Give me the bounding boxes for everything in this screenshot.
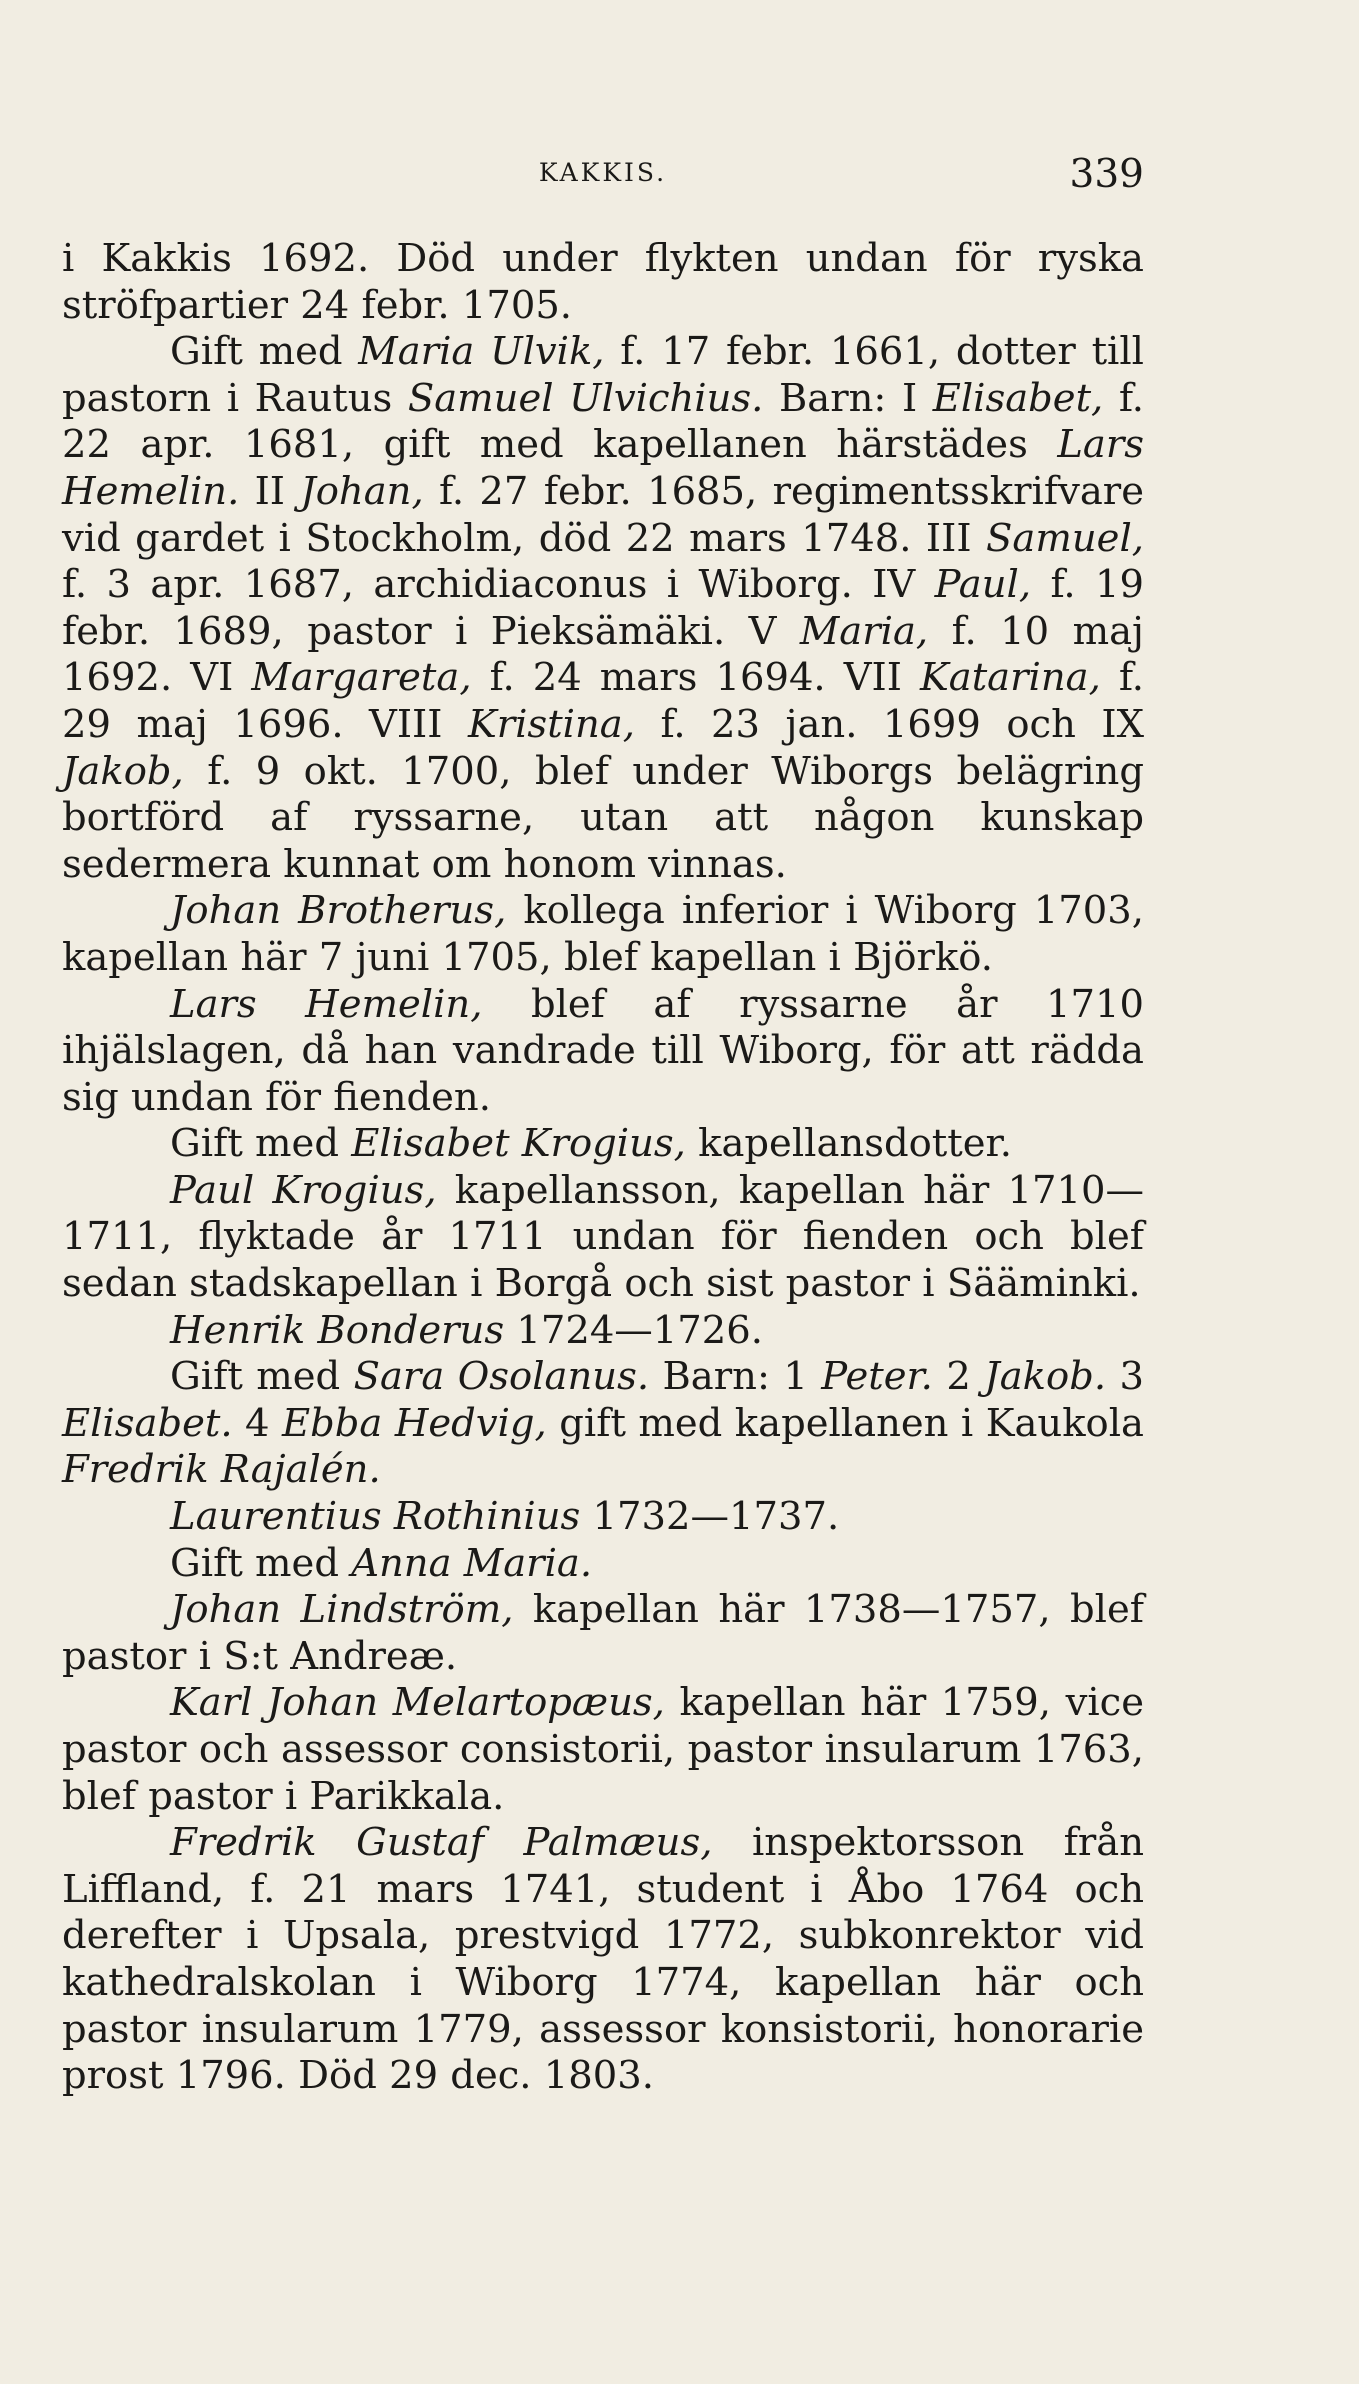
italic-name: Jakob. <box>984 1354 1107 1400</box>
text-run: Gift med <box>170 1540 352 1586</box>
text-run: 3 <box>1106 1354 1145 1400</box>
text-run: II <box>239 468 301 514</box>
italic-name: Samuel Ulvichius. <box>407 375 764 421</box>
italic-name: Elisabet. <box>62 1400 233 1446</box>
text-run: Barn: 1 <box>649 1354 822 1400</box>
italic-name: Sara Osolanus. <box>353 1354 650 1400</box>
paragraph <box>62 329 1144 888</box>
italic-name: Fredrik Rajalén. <box>62 1447 381 1493</box>
paragraph <box>62 1820 1144 2100</box>
body-text <box>62 236 1144 2100</box>
italic-name: Katarina, <box>919 655 1101 701</box>
italic-name: Johan, <box>300 468 424 514</box>
text-run: 2 <box>932 1354 985 1400</box>
text-run: i Kakkis 1692. Död under flykten undan för ryska ströfpartier 24 febr. 1705. <box>62 236 1144 328</box>
paragraph <box>62 1168 1144 1308</box>
italic-name: Johan Brotherus, <box>170 888 507 934</box>
italic-name: Elisabet, <box>932 375 1104 421</box>
paragraph <box>62 1354 1144 1494</box>
paragraph <box>62 1541 1144 1588</box>
text-run: Gift med <box>170 1354 354 1400</box>
italic-name: Lars Hemelin, <box>170 981 483 1027</box>
running-head <box>62 150 1144 200</box>
text-run: Barn: I <box>763 375 933 421</box>
text-run: f. 23 jan. 1699 och IX <box>634 701 1144 747</box>
text-run: 1732—1737. <box>580 1494 840 1540</box>
italic-name: Paul, <box>934 562 1032 608</box>
text-run: kollega inferior i Wiborg 1703, kapellan här 7 juni 1705, blef kapellan i Björkö. <box>62 888 1144 980</box>
italic-name: Karl Johan Melartopæus, <box>170 1680 665 1726</box>
text-run: blef af ryssarne år 1710 ihjälslagen, då han vandrade till Wiborg, för att rädda sig undan för fienden. <box>62 981 1144 1120</box>
text-run: kapellan här 1759, vice pastor och assessor consistorii, pastor insularum 1763, blef pastor i Parikkala. <box>62 1680 1144 1819</box>
italic-name: Margareta, <box>251 655 472 701</box>
italic-name: Samuel, <box>986 515 1144 561</box>
paragraph <box>62 1308 1144 1355</box>
text-run: kapellan här 1738—1757, blef pastor i S:t Andreæ. <box>62 1587 1144 1679</box>
italic-name: Fredrik Gustaf Palmæus, <box>170 1820 713 1866</box>
text-run: 1724—1726. <box>504 1307 764 1353</box>
italic-name: Anna Maria. <box>351 1540 593 1586</box>
italic-name: Peter. <box>821 1354 933 1400</box>
paragraph <box>62 236 1144 329</box>
text-run: 4 <box>232 1400 283 1446</box>
text-run: f. 24 mars 1694. VII <box>471 655 920 701</box>
italic-name: Henrik Bonderus <box>170 1307 505 1353</box>
text-run: f. 22 apr. 1681, gift med kapellanen härstädes <box>62 375 1144 468</box>
text-run: f. 9 okt. 1700, blef under Wiborgs belägring bortförd af ryssarne, utan att någon kunskap sedermera kunnat om honom vinnas. <box>62 748 1144 887</box>
text-run: kapellansson, kapellan här 1710—1711, flyktade år 1711 undan för fienden och blef sedan stadskapellan i Borgå och sist pastor i Sääminki. <box>62 1167 1144 1307</box>
italic-name: Johan Lindström, <box>170 1587 514 1633</box>
text-run: kapellansdotter. <box>685 1121 1012 1167</box>
text-run: f. 17 febr. 1661, dotter till pastorn i Rautus <box>62 329 1144 421</box>
italic-name: Elisabet Krogius, <box>351 1121 686 1167</box>
paragraph <box>62 888 1144 981</box>
text-run: f. 10 maj 1692. VI <box>62 608 1144 701</box>
text-run: f. 29 maj 1696. VIII <box>62 655 1145 747</box>
text-run: f. 3 apr. 1687, archidiaconus i Wiborg. IV <box>62 562 935 608</box>
paragraph <box>62 1587 1144 1680</box>
page-number: 339 <box>1069 152 1144 197</box>
paragraph <box>62 1494 1144 1541</box>
paragraph <box>62 982 1144 1122</box>
paragraph <box>62 1121 1144 1168</box>
text-run: Gift med <box>170 329 359 375</box>
italic-name: Lars Hemelin. <box>62 422 1144 514</box>
italic-name: Laurentius Rothinius <box>170 1494 581 1540</box>
text-run: inspektorsson från Liffland, f. 21 mars 1741, student i Åbo 1764 och derefter i Upsala, prestvigd 1772, subkonrektor vid kathedralskolan i Wiborg 1774, kapellan här och pastor insularum 1779, assessor konsistorii, honorarie prost 1796. Död 29 dec. 1803. <box>62 1820 1144 2099</box>
italic-name: Ebba Hedvig, <box>282 1400 547 1446</box>
running-title: KAKKIS. <box>538 158 668 187</box>
text-run: gift med kapellanen i Kaukola <box>546 1400 1144 1446</box>
italic-name: Maria Ulvik, <box>358 329 605 375</box>
text-run: Gift med <box>170 1121 352 1167</box>
paragraph <box>62 1680 1144 1820</box>
text-run: f. 27 febr. 1685, regimentsskrifvare vid gardet i Stockholm, död 22 mars 1748. III <box>62 468 1144 561</box>
italic-name: Jakob, <box>62 748 184 794</box>
italic-name: Kristina, <box>467 701 635 747</box>
text-run: f. 19 febr. 1689, pastor i Pieksämäki. V <box>62 562 1144 654</box>
italic-name: Maria, <box>799 608 929 654</box>
italic-name: Paul Krogius, <box>170 1167 437 1213</box>
